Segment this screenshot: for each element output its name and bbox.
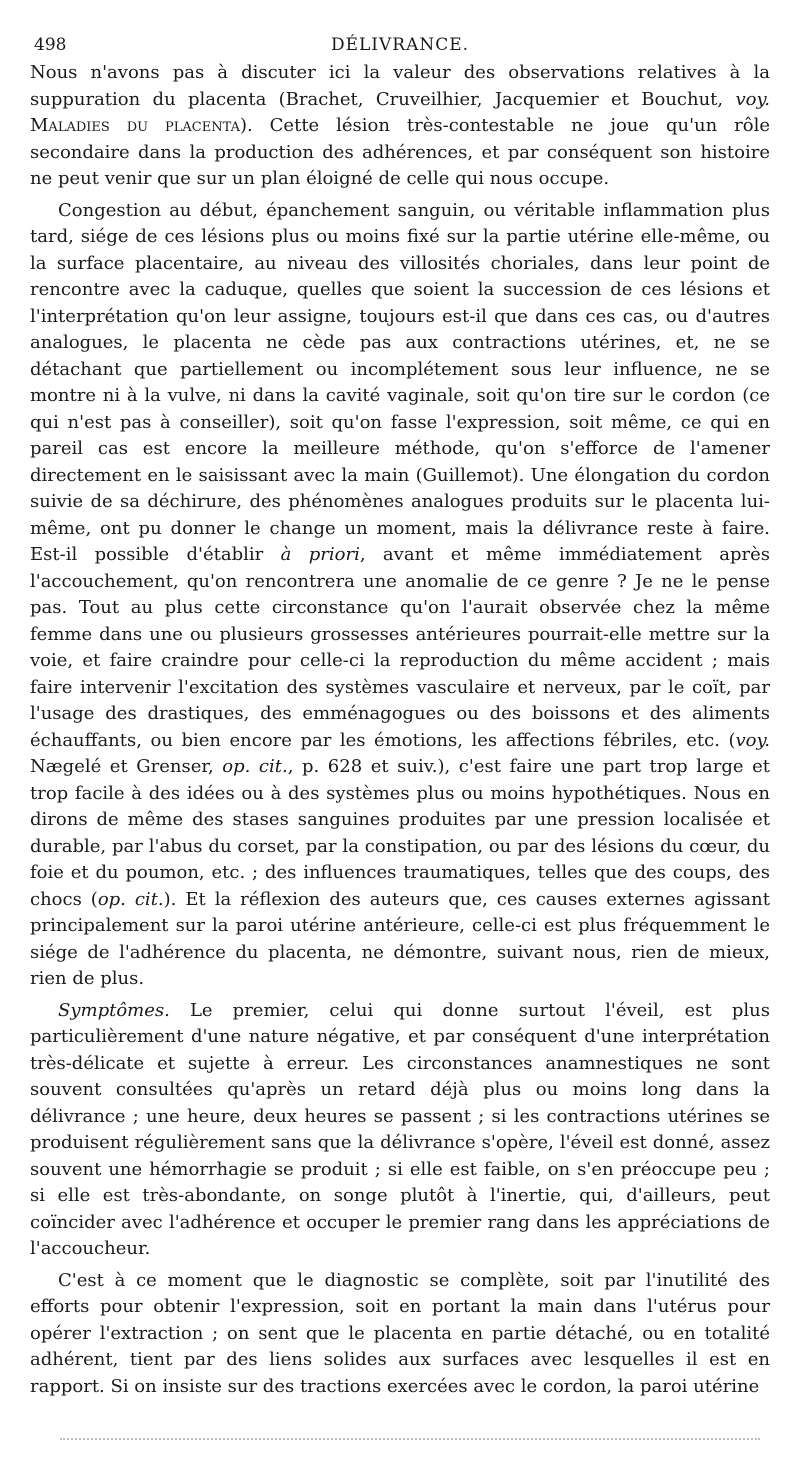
citation-op-cit: op. cit.	[97, 888, 164, 910]
text-run: ). Cette lésion très-contestable ne joue qu'un rôle secondaire dans la production des adhérences, et par conséquent son histoire ne peut venir que sur un plan éloigné de celle qui nous occupe.	[30, 115, 770, 189]
emphasis-a-priori: à priori	[280, 544, 360, 565]
section-heading-symptomes: Symptômes.	[58, 999, 170, 1021]
chapter-title: DÉLIVRANCE.	[330, 35, 470, 55]
text-run: C'est à ce moment que le diagnostic se complète, soit par l'inutilité des efforts pour obtenir l'expression, soit en portant la main dans l'utérus pour opérer l'extraction ; on sent que le placenta en partie détaché, ou en totalité adhérent, tient par des liens solides aux surfaces avec lesquelles il est en rapport. Si on insiste sur des tractions exercées avec le cordon, la paroi utérine	[30, 1269, 770, 1397]
text-run: Le premier, celui qui donne surtout l'éveil, est plus particulièrement d'une nature négative, et par conséquent d'une interprétation très-délicate et sujette à erreur. Les circonstances anamnestiques ne sont souvent consultées qu'après un retard déjà plus ou moins long dans la délivrance ; une heure, deux heures se passent ; si les contractions utérines se produisent régulièrement sans que la délivrance s'opère, l'éveil est donné, assez souvent une hémorrhagie se produit ; si elle est faible, on s'en préoccupe peu ; si elle est très-abondante, on songe plutôt à l'inertie, qui, d'ailleurs, peut coïncider avec l'adhérence et occuper le premier rang dans les appréciations de l'accoucheur.	[30, 999, 770, 1259]
text-run: Congestion au début, épanchement sanguin, ou véritable inflammation plus tard, siége de ces lésions plus ou moins fixé sur la partie utérine elle-même, ou la surface placentaire, au niveau des villosités choriales, dans leur point de rencontre avec la caduque, quelles que soient la succession de ces lésions et l'interprétation qu'on leur assigne, toujours est-il que dans ces cas, ou d'autres analogues, le placenta ne cède pas aux contractions utérines, et, ne se détachant que partiellement ou incomplétement sous leur influence, ne se montre ni à la vulve, ni dans la cavité vaginale, soit qu'on tire sur le cordon (ce qui n'est pas à conseiller), soit qu'on fasse l'expression, soit même, ce qui en pareil cas est encore la meilleure méthode, qu'on s'efforce de l'amener directement en le saisissant avec la main (Guillemot). Une élongation du cordon suivie de sa déchirure, des phénomènes analogues produits sur le placenta lui-même, ont pu donner le change un moment, mais la délivrance reste à faire. Est-il possible d'établir	[30, 199, 770, 565]
text-run: , p. 628 et suiv.), c'est faire une part trop large et trop facile à des idées ou à des systèmes plus ou moins hypothétiques. Nous en dirons de même des stases sanguines produites par une pression localisée et durable, par l'abus du corset, par la constipation, ou par des lésions du cœur, du foie et du poumon, etc. ; des influences traumatiques, telles que des coups, des chocs (	[30, 756, 770, 910]
citation-voy: voy.	[735, 88, 770, 110]
citation-voy: voy.	[735, 729, 770, 751]
text-run: ). Et la réflexion des auteurs que, ces causes externes agissant principalement sur la paroi utérine antérieure, celle-ci est plus fréquemment le siége de l'adhérence du placenta, ne démontre, suivant nous, rien de mieux, rien de plus.	[30, 888, 770, 989]
paragraph-suppuration	[30, 60, 770, 193]
page-number: 498	[34, 35, 67, 55]
citation-op-cit: op. cit.	[222, 756, 288, 777]
book-page	[30, 30, 770, 1400]
text-run: Nægelé et Grenser,	[30, 756, 214, 777]
paragraph-congestion	[30, 198, 770, 993]
text-run: , avant et même immédiatement après l'accouchement, qu'on rencontrera une anomalie de ce genre ? Je ne le pense pas. Tout au plus cette circonstance qu'on l'aurait observée chez la même femme dans une ou plusieurs grossesses antérieures pourrait-elle mettre sur la voie, et faire craindre pour celle-ci la reproduction du même accident ; mais faire intervenir l'excitation des systèmes vasculaire et nerveux, par le coït, par l'usage des drastiques, des emménagogues ou des boissons et des aliments échauffants, ou bien encore par les émotions, les affections fébriles, etc. (	[30, 544, 770, 751]
cross-reference-maladies: Maladies du placenta	[30, 115, 240, 136]
paragraph-symptomes	[30, 998, 770, 1263]
bleed-through-rule	[60, 1438, 760, 1440]
paragraph-diagnostic	[30, 1268, 770, 1401]
text-run: Nous n'avons pas à discuter ici la valeur des observations relatives à la suppuration du placenta (Brachet, Cruveilhier, Jacquemier et Bouchut,	[30, 62, 770, 110]
running-head	[30, 30, 770, 60]
